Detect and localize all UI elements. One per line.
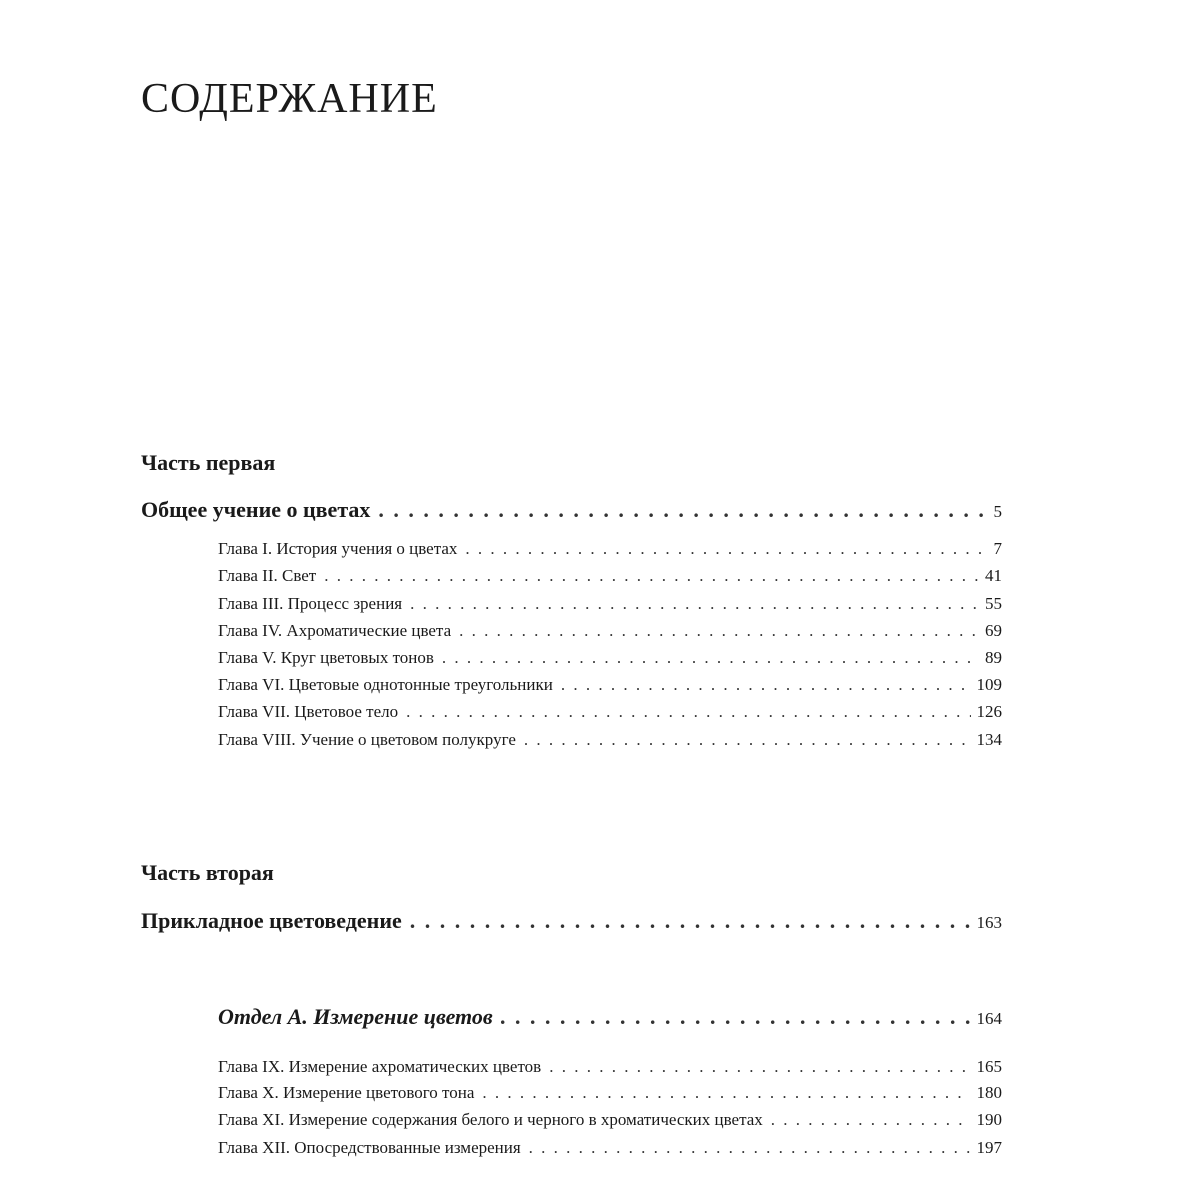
toc-page-number: 69 [985,621,1002,640]
toc-section-title: Прикладное цветоведение [141,908,402,933]
page-title: СОДЕРЖАНИЕ [141,76,438,122]
toc-page-number: 190 [976,1110,1002,1129]
toc-section-title: Общее учение о цветах [141,497,371,522]
toc-chapter-title: Глава IX. Измерение ахроматических цветов [218,1057,542,1076]
dot-leader [442,649,979,666]
toc-chapter-11[interactable] [218,1111,1002,1128]
toc-section-general-color-theory[interactable] [141,499,1002,521]
toc-page-number: 197 [976,1138,1002,1157]
toc-page-number: 164 [976,1009,1002,1028]
toc-chapter-8[interactable] [218,731,1002,748]
toc-chapter-title: Глава VI. Цветовые однотонные треугольники [218,675,553,694]
toc-chapter-4[interactable] [218,622,1002,639]
part-two-label: Часть вторая [141,860,274,885]
toc-chapter-2[interactable] [218,567,1002,584]
toc-chapter-10[interactable] [218,1084,1002,1101]
toc-department-a[interactable] [218,1006,1002,1028]
toc-page-number: 89 [985,648,1002,667]
dot-leader [771,1111,971,1128]
toc-chapter-title: Глава XI. Измерение содержания белого и черного в хроматических цветах [218,1110,763,1129]
toc-chapter-title: Глава VII. Цветовое тело [218,702,399,721]
toc-chapter-5[interactable] [218,649,1002,666]
toc-page-number: 109 [976,675,1002,694]
toc-chapter-title: Глава III. Процесс зрения [218,594,403,613]
toc-page-number: 165 [976,1057,1002,1076]
dot-leader [410,910,971,932]
toc-chapter-7[interactable] [218,703,1002,720]
dot-leader [524,731,971,748]
dot-leader [561,676,971,693]
toc-chapter-6[interactable] [218,676,1002,693]
toc-chapter-3[interactable] [218,595,1002,612]
toc-page-number: 180 [976,1083,1002,1102]
toc-chapter-title: Глава II. Свет [218,566,317,585]
dot-leader [465,540,987,557]
part-one-label: Часть первая [141,450,276,475]
dot-leader [459,622,979,639]
toc-chapter-12[interactable] [218,1139,1002,1156]
toc-chapter-title: Глава X. Измерение цветового тона [218,1083,475,1102]
dot-leader [324,567,979,584]
toc-page-number: 41 [985,566,1002,585]
dot-leader [378,499,987,521]
dot-leader [501,1006,971,1028]
toc-chapter-1[interactable] [218,540,1002,557]
dot-leader [529,1139,971,1156]
toc-page-number: 7 [993,539,1002,558]
toc-chapter-title: Глава XII. Опосредствованные измерения [218,1138,521,1157]
toc-chapter-title: Глава V. Круг цветовых тонов [218,648,434,667]
toc-department-title: Отдел А. Измерение цветов [218,1004,493,1029]
dot-leader [410,595,979,612]
toc-chapter-title: Глава IV. Ахроматические цвета [218,621,452,640]
toc-section-applied-color-science[interactable] [141,910,1002,932]
toc-chapter-9[interactable] [218,1058,1002,1075]
toc-chapter-title: Глава VIII. Учение о цветовом полукруге [218,730,516,749]
dot-leader [549,1058,970,1075]
toc-page-number: 126 [976,702,1002,721]
dot-leader [406,703,970,720]
toc-page-number: 5 [993,502,1002,521]
dot-leader [482,1084,970,1101]
toc-page-number: 134 [976,730,1002,749]
toc-page-number: 55 [985,594,1002,613]
toc-page-number: 163 [976,913,1002,932]
toc-chapter-title: Глава I. История учения о цветах [218,539,458,558]
